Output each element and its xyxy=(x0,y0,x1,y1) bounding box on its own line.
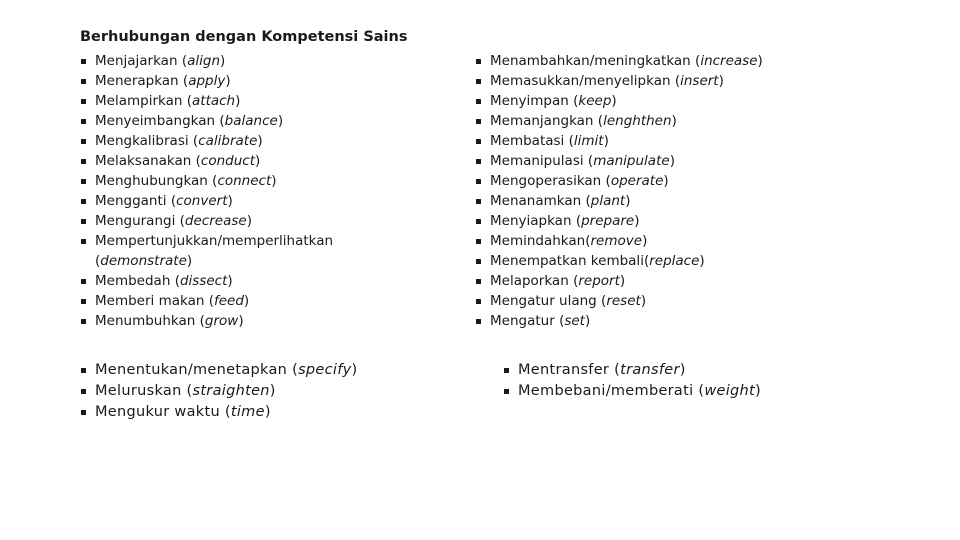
term-text: Menyiapkan xyxy=(490,213,572,229)
term-text: Menempatkan kembali xyxy=(490,253,644,269)
english-term: feed xyxy=(213,293,244,309)
term-text: Memanipulasi xyxy=(490,153,584,169)
english-term: specify xyxy=(298,362,352,378)
list-item: Menanamkan (plant) xyxy=(475,191,763,211)
list-item: Menghubungkan (connect) xyxy=(80,171,333,191)
term-text: Melampirkan xyxy=(95,93,183,109)
english-term: attach xyxy=(192,93,236,109)
english-term: insert xyxy=(680,73,719,89)
list-item: Mempertunjukkan/memperlihatkan (demonstrate) xyxy=(80,231,333,271)
list-item: Membatasi (limit) xyxy=(475,131,763,151)
list-item: Menerapkan (apply) xyxy=(80,71,333,91)
list-item: Menentukan/menetapkan (specify) xyxy=(80,360,358,381)
page-title: Berhubungan dengan Kompetensi Sains xyxy=(80,29,408,45)
list-item: Menyiapkan (prepare) xyxy=(475,211,763,231)
list-item: Melaksanakan (conduct) xyxy=(80,151,333,171)
english-term: report xyxy=(578,273,620,289)
term-text: Mengukur waktu xyxy=(95,404,220,420)
english-term: keep xyxy=(578,93,612,109)
term-text: Mentransfer xyxy=(518,362,610,378)
english-term: decrease xyxy=(184,213,247,229)
term-text: Mengatur xyxy=(490,313,555,329)
english-term: replace xyxy=(649,253,700,269)
english-term: transfer xyxy=(620,362,680,378)
list-item: Memindahkan(remove) xyxy=(475,231,763,251)
term-text: Memanjangkan xyxy=(490,113,594,129)
list-item: Meluruskan (straighten) xyxy=(80,381,358,402)
list-item: Memasukkan/menyelipkan (insert) xyxy=(475,71,763,91)
list-item: Memanipulasi (manipulate) xyxy=(475,151,763,171)
english-term: weight xyxy=(704,383,756,399)
term-text: Memasukkan/menyelipkan xyxy=(490,73,671,89)
list-item: Menumbuhkan (grow) xyxy=(80,311,333,331)
list-item: Mengurangi (decrease) xyxy=(80,211,333,231)
list-item: Menambahkan/meningkatkan (increase) xyxy=(475,51,763,71)
list-item: Melampirkan (attach) xyxy=(80,91,333,111)
verb-list-bottom-left xyxy=(80,360,358,423)
english-term: limit xyxy=(573,133,604,149)
english-term: time xyxy=(230,404,265,420)
list-item: Mengkalibrasi (calibrate) xyxy=(80,131,333,151)
english-term: straighten xyxy=(192,383,270,399)
term-text: Mengoperasikan xyxy=(490,173,602,189)
verb-list-bottom-right xyxy=(503,360,761,402)
english-term: convert xyxy=(176,193,228,209)
english-term: plant xyxy=(590,193,626,209)
english-term: demonstrate xyxy=(100,253,187,269)
english-term: connect xyxy=(217,173,272,189)
term-text: Menentukan/menetapkan xyxy=(95,362,288,378)
term-text: Menghubungkan xyxy=(95,173,208,189)
term-text: Menjajarkan xyxy=(95,53,178,69)
english-term: manipulate xyxy=(593,153,670,169)
term-text: Memberi makan xyxy=(95,293,205,309)
term-text: Membebani/memberati xyxy=(518,383,694,399)
list-item: Mentransfer (transfer) xyxy=(503,360,761,381)
english-term: prepare xyxy=(581,213,635,229)
term-text: Mengkalibrasi xyxy=(95,133,189,149)
list-item: Membedah (dissect) xyxy=(80,271,333,291)
term-text: Mempertunjukkan/memperlihatkan xyxy=(95,233,334,249)
english-term: lenghthen xyxy=(603,113,672,129)
list-item: Memanjangkan (lenghthen) xyxy=(475,111,763,131)
term-text: Menyimpan xyxy=(490,93,569,109)
english-term: increase xyxy=(700,53,758,69)
list-item: Mengoperasikan (operate) xyxy=(475,171,763,191)
list-item: Mengukur waktu (time) xyxy=(80,402,358,423)
list-item: Memberi makan (feed) xyxy=(80,291,333,311)
list-item: Mengatur ulang (reset) xyxy=(475,291,763,311)
english-term: align xyxy=(187,53,221,69)
term-text: Menyeimbangkan xyxy=(95,113,216,129)
term-text: Mengurangi xyxy=(95,213,176,229)
term-text: Membatasi xyxy=(490,133,565,149)
english-term: set xyxy=(564,313,585,329)
term-text: Mengganti xyxy=(95,193,167,209)
english-term: reset xyxy=(606,293,641,309)
term-text: Menumbuhkan xyxy=(95,313,196,329)
english-term: calibrate xyxy=(198,133,258,149)
verb-list-left xyxy=(80,51,333,331)
english-term: grow xyxy=(204,313,239,329)
list-item: Menyeimbangkan (balance) xyxy=(80,111,333,131)
term-text: Meluruskan xyxy=(95,383,182,399)
list-item: Menjajarkan (align) xyxy=(80,51,333,71)
list-item: Melaporkan (report) xyxy=(475,271,763,291)
english-term: apply xyxy=(188,73,226,89)
list-item: Menempatkan kembali(replace) xyxy=(475,251,763,271)
english-term: conduct xyxy=(200,153,256,169)
english-term: remove xyxy=(590,233,643,249)
term-text: Membedah xyxy=(95,273,171,289)
list-item: Menyimpan (keep) xyxy=(475,91,763,111)
term-text: Menanamkan xyxy=(490,193,582,209)
english-term: balance xyxy=(224,113,278,129)
term-text: Memindahkan xyxy=(490,233,586,249)
term-text: Melaksanakan xyxy=(95,153,192,169)
list-item: Mengatur (set) xyxy=(475,311,763,331)
english-term: operate xyxy=(610,173,664,189)
english-term: dissect xyxy=(179,273,228,289)
term-text: Menambahkan/meningkatkan xyxy=(490,53,691,69)
verb-list-right xyxy=(475,51,763,331)
list-item: Membebani/memberati (weight) xyxy=(503,381,761,402)
term-text: Melaporkan xyxy=(490,273,569,289)
term-text: Menerapkan xyxy=(95,73,179,89)
term-text: Mengatur ulang xyxy=(490,293,597,309)
list-item: Mengganti (convert) xyxy=(80,191,333,211)
